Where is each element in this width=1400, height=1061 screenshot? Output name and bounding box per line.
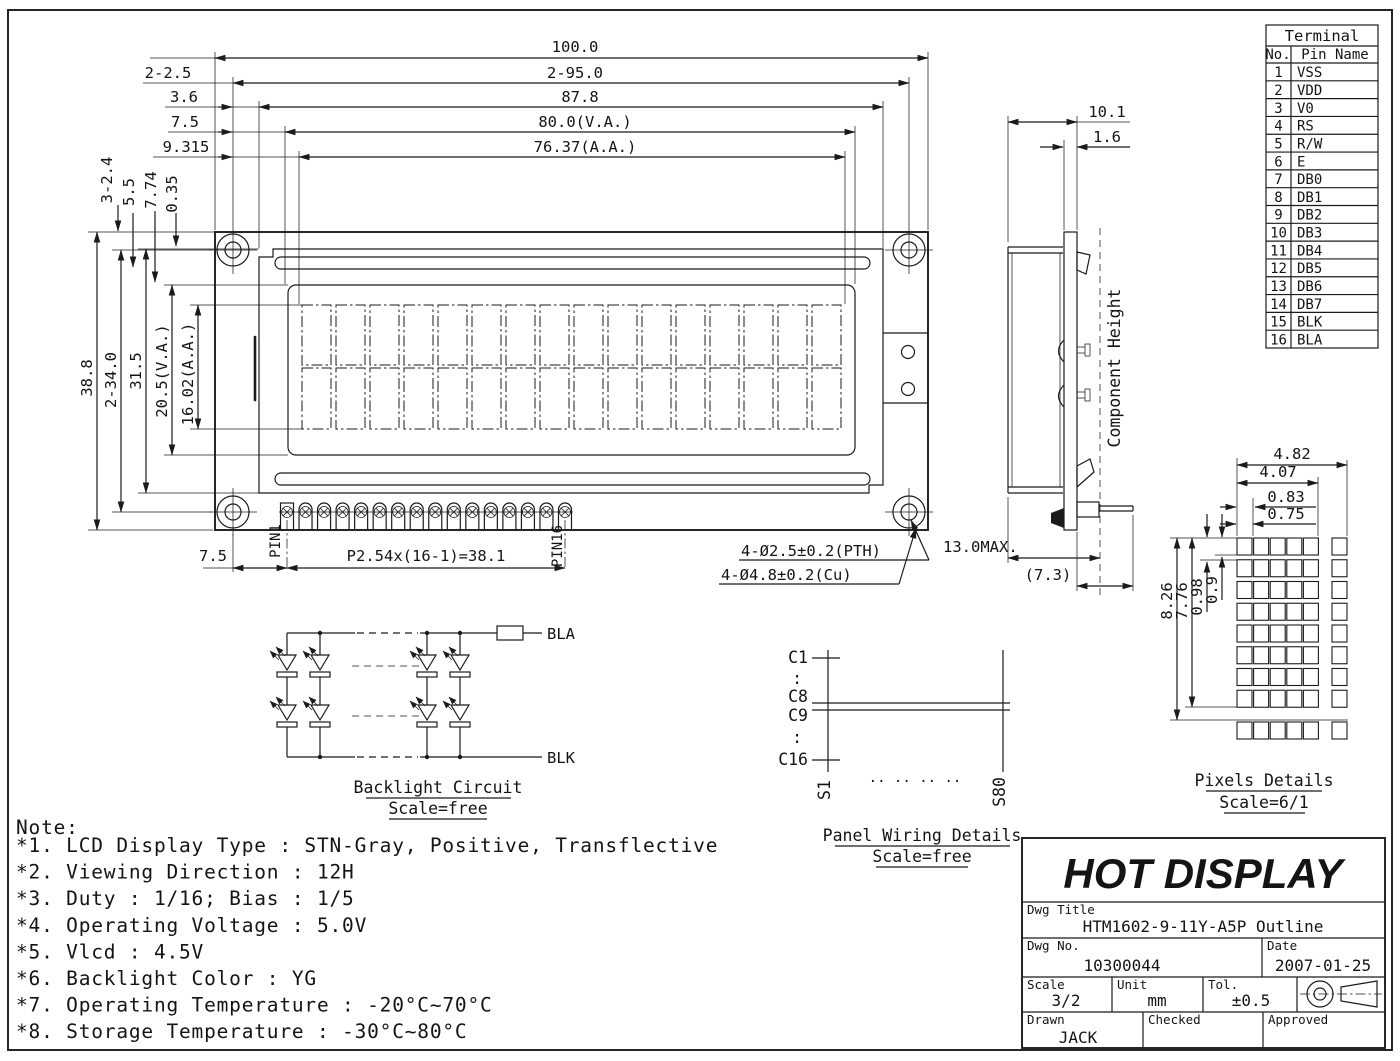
- checked-label: Checked: [1148, 1012, 1201, 1027]
- led-icon: [451, 655, 469, 670]
- dim-7.3: (7.3): [1024, 566, 1072, 584]
- character-cell: [438, 368, 467, 429]
- led-cathode-bar: [417, 722, 437, 727]
- note-line: *6. Backlight Color : YG: [16, 967, 317, 990]
- character-cell: [472, 305, 501, 365]
- dim-2-2.5: 2-2.5: [144, 64, 192, 82]
- pin1-label: PIN1: [268, 524, 284, 558]
- character-cell: [506, 368, 535, 429]
- terminal-row: [1274, 172, 1322, 188]
- component-height-label: Component Height: [1105, 288, 1124, 448]
- pixel-square: [1287, 538, 1302, 555]
- character-cell: [370, 305, 399, 365]
- led-cathode-bar: [450, 722, 470, 727]
- character-cell: [472, 368, 501, 429]
- pixel-square: [1237, 647, 1252, 664]
- character-cell: [506, 305, 535, 365]
- pin-header: [281, 503, 572, 530]
- pin-body: [392, 503, 405, 530]
- terminal-pin-no: 9: [1274, 207, 1283, 224]
- character-cell: [676, 368, 705, 429]
- panel-wiring-details: [778, 648, 1021, 867]
- pixel-square: [1237, 560, 1252, 577]
- pixel-square: [1270, 722, 1285, 739]
- wiring-c1: C1: [788, 648, 808, 667]
- led-cathode-bar: [417, 672, 437, 677]
- pixel-square: [1237, 669, 1252, 686]
- pixel-square: [1237, 538, 1252, 555]
- dim-pin-pitch: P2.54x(16-1)=38.1: [346, 547, 506, 565]
- dim-8.26: 8.26: [1158, 582, 1176, 620]
- pixel-square: [1303, 538, 1318, 555]
- terminal-pin-no: 14: [1270, 296, 1287, 313]
- terminal-pin-no: 10: [1270, 225, 1287, 242]
- pixel-square: [1254, 582, 1269, 599]
- character-cell: [336, 305, 365, 365]
- terminal-row: [1270, 261, 1322, 277]
- led-icon: [418, 655, 436, 670]
- terminal-pin-name: DB6: [1297, 278, 1323, 295]
- terminal-pin-name: RS: [1297, 118, 1314, 135]
- dim-5.5: 5.5: [120, 178, 138, 206]
- pixel-square: [1270, 582, 1285, 599]
- terminal-header-no: No.: [1265, 47, 1291, 63]
- pin-body: [299, 503, 312, 530]
- led-cathode-bar: [450, 672, 470, 677]
- backlight-scale: Scale=free: [388, 799, 488, 818]
- led-icon: [451, 705, 469, 720]
- scale-label: Scale: [1027, 977, 1065, 992]
- terminal-row: [1274, 190, 1322, 206]
- bezel-tab-bottom: [1077, 459, 1094, 487]
- pixel-square: [1287, 647, 1302, 664]
- note-line: *3. Duty : 1/16; Bias : 1/5: [16, 887, 355, 911]
- dim-0.35: 0.35: [163, 175, 181, 213]
- terminal-table-title: Terminal: [1284, 27, 1360, 45]
- dim-10.1: 10.1: [1088, 103, 1126, 121]
- character-cell: [336, 368, 365, 429]
- character-cell: [404, 305, 433, 365]
- tol-label: Tol.: [1208, 977, 1239, 992]
- terminal-pin-name: DB0: [1297, 172, 1323, 189]
- terminal-pin-name: VSS: [1297, 65, 1323, 82]
- pin-body: [355, 503, 368, 530]
- dim-4.07: 4.07: [1259, 463, 1297, 481]
- terminal-row: [1274, 136, 1323, 152]
- dwg-no-label: Dwg No.: [1027, 938, 1080, 953]
- pixel-square: [1332, 603, 1347, 620]
- panel-wiring-scale: Scale=free: [872, 847, 972, 866]
- front-view-dimensions: [78, 38, 929, 584]
- character-cell: [302, 305, 331, 365]
- dim-20.5va: 20.5(V.A.): [153, 324, 171, 418]
- terminal-pin-name: DB2: [1297, 207, 1323, 224]
- pixel-square: [1237, 722, 1252, 739]
- pixel-square: [1303, 603, 1318, 620]
- tol-value: ±0.5: [1231, 991, 1271, 1010]
- pin-body: [429, 503, 442, 530]
- dim-13.0max: 13.0MAX.: [943, 538, 1018, 556]
- pixel-square: [1254, 625, 1269, 642]
- terminal-row: [1274, 154, 1305, 170]
- terminal-row: [1270, 297, 1322, 313]
- dim-0.9: 0.9: [1203, 576, 1221, 604]
- note-line: *8. Storage Temperature : -30°C~80°C: [16, 1020, 468, 1044]
- pixel-square: [1254, 603, 1269, 620]
- led-cathode-bar: [277, 722, 297, 727]
- pin-body: [410, 503, 423, 530]
- pin-body: [503, 503, 516, 530]
- dim-87.8: 87.8: [561, 88, 599, 106]
- character-cell: [744, 368, 773, 429]
- side-view-dimensions: [943, 103, 1133, 591]
- led-icon: [418, 705, 436, 720]
- character-cell: [778, 368, 807, 429]
- terminal-pin-no: 11: [1270, 243, 1287, 260]
- terminal-pin-no: 2: [1274, 83, 1283, 100]
- character-cell: [574, 368, 603, 429]
- pixel-square: [1254, 722, 1269, 739]
- terminal-header-pin: Pin Name: [1301, 47, 1369, 63]
- pixel-square: [1332, 538, 1347, 555]
- pixel-square: [1303, 690, 1318, 707]
- terminal-row: [1274, 208, 1322, 224]
- pixels-details-scale: Scale=6/1: [1219, 793, 1309, 812]
- date-value: 2007-01-25: [1274, 956, 1372, 975]
- pixel-square: [1254, 690, 1269, 707]
- character-cell: [540, 305, 569, 365]
- dim-7.76: 7.76: [1173, 582, 1191, 620]
- terminal-table: [1265, 25, 1378, 348]
- pixel-square: [1287, 560, 1302, 577]
- character-cells: [302, 305, 841, 429]
- dwg-title-label: Dwg Title: [1027, 902, 1095, 917]
- dim-0.83: 0.83: [1267, 488, 1305, 506]
- character-cell: [710, 368, 739, 429]
- character-cell: [404, 368, 433, 429]
- pin-body: [466, 503, 479, 530]
- dim-16.02aa: 16.02(A.A.): [179, 322, 197, 426]
- note-line: *7. Operating Temperature : -20°C~70°C: [16, 993, 493, 1017]
- pin-body: [373, 503, 386, 530]
- led-cathode-bar: [310, 672, 330, 677]
- pixel-square: [1303, 722, 1318, 739]
- character-cell: [608, 368, 637, 429]
- pixel-square: [1287, 625, 1302, 642]
- pixel-square: [1332, 560, 1347, 577]
- terminal-row: [1270, 226, 1322, 242]
- pixel-square: [1237, 625, 1252, 642]
- terminal-row: [1274, 65, 1322, 81]
- pixel-square: [1303, 582, 1318, 599]
- terminal-pin-name: BLA: [1297, 332, 1323, 349]
- dim-76.37aa: 76.37(A.A.): [533, 138, 637, 156]
- terminal-row: [1274, 101, 1314, 117]
- junction-dot: [425, 631, 429, 635]
- pixel-square: [1270, 538, 1285, 555]
- terminal-pin-no: 12: [1270, 261, 1287, 278]
- unit-value: mm: [1147, 991, 1167, 1010]
- pixel-square: [1287, 603, 1302, 620]
- note-line: *5. Vlcd : 4.5V: [16, 940, 205, 964]
- character-cell: [540, 368, 569, 429]
- pin-body: [484, 503, 497, 530]
- pin-base-side: [1077, 502, 1099, 517]
- terminal-row: [1270, 279, 1322, 295]
- terminal-pin-no: 16: [1270, 332, 1287, 349]
- dim-31.5: 31.5: [127, 352, 145, 390]
- led-array: [270, 631, 470, 759]
- led-cathode-bar: [310, 722, 330, 727]
- terminal-pin-name: R/W: [1297, 136, 1323, 153]
- dim-4.82: 4.82: [1273, 445, 1311, 463]
- wiring-c16: C16: [778, 750, 808, 769]
- wiring-colon-top: :: [792, 669, 802, 688]
- character-cell: [710, 305, 739, 365]
- hole-callout-cu: 4-Ø4.8±0.2(Cu): [721, 566, 852, 584]
- pixel-square: [1254, 538, 1269, 555]
- pixel-square: [1332, 722, 1347, 739]
- dwg-title-value: HTM1602-9-11Y-A5P Outline: [1082, 917, 1324, 936]
- terminal-pin-name: V0: [1297, 100, 1314, 117]
- pixel-square: [1332, 690, 1347, 707]
- pixel-square: [1303, 560, 1318, 577]
- dim-3.6: 3.6: [170, 88, 198, 106]
- junction-dot: [425, 755, 429, 759]
- terminal-pin-no: 4: [1274, 118, 1283, 135]
- pixel-square: [1254, 647, 1269, 664]
- bezel-tab-top: [1077, 252, 1090, 274]
- pixel-square: [1332, 625, 1347, 642]
- terminal-pin-name: DB3: [1297, 225, 1323, 242]
- character-cell: [642, 305, 671, 365]
- terminal-row: [1274, 119, 1314, 135]
- dim-0.75: 0.75: [1267, 505, 1305, 523]
- front-view: [209, 226, 933, 570]
- pixel-square: [1237, 582, 1252, 599]
- pin16-label: PIN16: [550, 524, 566, 568]
- title-block: [1022, 838, 1385, 1048]
- led-icon: [311, 655, 329, 670]
- header-spacer: [1051, 508, 1064, 528]
- terminal-pin-no: 1: [1274, 65, 1283, 82]
- blk-label: BLK: [547, 749, 575, 767]
- junction-dot: [318, 755, 322, 759]
- terminal-row: [1270, 243, 1322, 259]
- terminal-pin-no: 5: [1274, 136, 1283, 153]
- character-cell: [778, 305, 807, 365]
- terminal-pin-no: 7: [1274, 172, 1283, 189]
- wiring-s80: S80: [990, 777, 1009, 807]
- terminal-pin-name: BLK: [1297, 314, 1323, 331]
- dim-2-34: 2-34.0: [102, 352, 120, 408]
- wiring-dashes: .. .. .. ..: [868, 770, 962, 786]
- projection-symbol-icon: [1300, 981, 1382, 1007]
- pixel-square: [1270, 690, 1285, 707]
- pixel-square: [1270, 669, 1285, 686]
- drawn-value: JACK: [1058, 1028, 1098, 1047]
- pixel-square: [1237, 603, 1252, 620]
- approved-label: Approved: [1268, 1012, 1329, 1027]
- dim-80va: 80.0(V.A.): [538, 113, 632, 131]
- led-icon: [278, 705, 296, 720]
- character-cell: [642, 368, 671, 429]
- bezel-bottom-slot: [275, 473, 870, 485]
- character-cell: [574, 305, 603, 365]
- pixel-square: [1254, 560, 1269, 577]
- terminal-row: [1270, 332, 1323, 348]
- pixel-square: [1237, 690, 1252, 707]
- pixel-square: [1270, 603, 1285, 620]
- character-cell: [812, 368, 841, 429]
- pixel-square: [1332, 582, 1347, 599]
- dim-7.74: 7.74: [142, 171, 160, 209]
- dim-7.5-top: 7.5: [171, 113, 199, 131]
- dim-38.8: 38.8: [78, 359, 96, 397]
- pixels-details: [1158, 445, 1348, 813]
- note-line: *1. LCD Display Type : STN-Gray, Positive, Transflective: [16, 834, 719, 857]
- panel-wiring-title: Panel Wiring Details: [822, 826, 1022, 845]
- notes: [16, 816, 718, 1043]
- wiring-colon-bottom: :: [792, 728, 802, 747]
- terminal-pin-name: DB5: [1297, 261, 1323, 278]
- note-line: *4. Operating Voltage : 5.0V: [16, 913, 368, 937]
- led-icon: [278, 655, 296, 670]
- pin-body: [521, 503, 534, 530]
- terminal-pin-no: 15: [1270, 314, 1287, 331]
- character-cell: [812, 305, 841, 365]
- company-logo: HOT DISPLAY: [1063, 850, 1343, 897]
- dim-100: 100.0: [551, 38, 599, 56]
- pixel-square: [1303, 625, 1318, 642]
- terminal-pin-no: 6: [1274, 154, 1283, 171]
- pixels-details-title: Pixels Details: [1194, 771, 1334, 790]
- terminal-pin-no: 8: [1274, 189, 1283, 206]
- backlight-title: Backlight Circuit: [353, 778, 523, 797]
- terminal-row: [1270, 315, 1323, 331]
- pixel-square: [1270, 625, 1285, 642]
- junction-dot: [318, 631, 322, 635]
- pixel-square: [1303, 647, 1318, 664]
- terminal-pin-name: E: [1297, 154, 1306, 171]
- character-cell: [370, 368, 399, 429]
- dim-1.6: 1.6: [1093, 128, 1121, 146]
- terminal-pin-no: 3: [1274, 100, 1283, 117]
- dim-2-95: 2-95.0: [547, 64, 603, 82]
- tab-hole: [902, 346, 915, 359]
- pixel-square: [1287, 582, 1302, 599]
- pin-body: [318, 503, 331, 530]
- resistor: [497, 626, 523, 640]
- led-icon: [311, 705, 329, 720]
- terminal-pin-no: 13: [1270, 278, 1287, 295]
- dim-3-2.4: 3-2.4: [98, 156, 116, 204]
- unit-label: Unit: [1117, 977, 1148, 992]
- wiring-c9: C9: [788, 706, 808, 725]
- terminal-pin-name: DB1: [1297, 189, 1323, 206]
- junction-dot: [458, 631, 462, 635]
- led-cathode-bar: [277, 672, 297, 677]
- scale-value: 3/2: [1051, 991, 1081, 1010]
- pixel-square: [1287, 669, 1302, 686]
- pixel-square: [1303, 669, 1318, 686]
- pixel-square: [1270, 560, 1285, 577]
- bezel-top-slot: [275, 257, 870, 269]
- terminal-pin-name: DB4: [1297, 243, 1323, 260]
- drawn-label: Drawn: [1027, 1012, 1065, 1027]
- pixel-square: [1332, 669, 1347, 686]
- character-cell: [438, 305, 467, 365]
- wiring-s1: S1: [815, 780, 834, 800]
- pin-body: [336, 503, 349, 530]
- dwg-no-value: 10300044: [1083, 956, 1161, 975]
- backlight-circuit: [270, 625, 576, 819]
- tab-hole: [902, 383, 915, 396]
- bla-label: BLA: [547, 625, 575, 643]
- pixel-square: [1270, 647, 1285, 664]
- hole-callout-pth: 4-Ø2.5±0.2(PTH): [741, 542, 881, 560]
- character-cell: [608, 305, 637, 365]
- pixel-square: [1287, 690, 1302, 707]
- terminal-pin-name: DB7: [1297, 296, 1323, 313]
- pixel-square: [1332, 647, 1347, 664]
- notes-heading: Note:: [16, 816, 79, 839]
- note-line: *2. Viewing Direction : 12H: [16, 860, 355, 884]
- terminal-pin-name: VDD: [1297, 83, 1323, 100]
- terminal-row: [1274, 83, 1322, 99]
- wiring-c8: C8: [788, 687, 808, 706]
- dim-9.315: 9.315: [162, 138, 210, 156]
- character-cell: [676, 305, 705, 365]
- pixel-square: [1254, 669, 1269, 686]
- junction-dot: [458, 755, 462, 759]
- character-cell: [302, 368, 331, 429]
- pixel-square: [1287, 722, 1302, 739]
- dim-7.5-bottom: 7.5: [199, 547, 227, 565]
- mounting-holes: [209, 226, 933, 536]
- character-cell: [744, 305, 773, 365]
- pin-body: [447, 503, 460, 530]
- date-label: Date: [1267, 938, 1298, 953]
- pcb-side: [1064, 232, 1077, 530]
- dim-0.98: 0.98: [1188, 578, 1206, 616]
